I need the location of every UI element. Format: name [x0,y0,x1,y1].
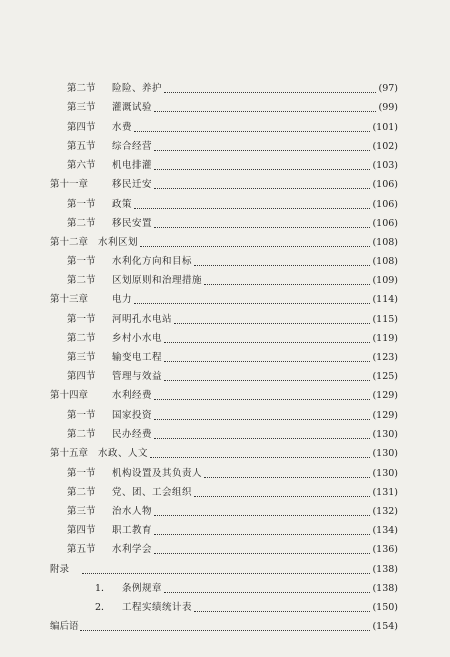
toc-leader-dots [164,359,370,362]
toc-leader-dots [134,301,370,304]
toc-leader-dots [174,321,370,324]
toc-title: 电力 [112,294,133,305]
toc-page-number: (131) [372,487,398,498]
toc-title: 国家投资 [112,410,153,421]
toc-appendix-entry [50,562,398,578]
toc-entry [50,197,398,213]
toc-chapter-entry [50,446,398,462]
toc-leader-dots [204,282,370,285]
toc-leader-dots [154,397,370,400]
toc-leader-dots [154,225,370,228]
toc-entry [50,158,398,174]
toc-chapter-entry [50,177,398,193]
toc-page-number: (97) [378,83,398,94]
toc-title: 移民安置 [112,218,153,229]
toc-page-number: (138) [372,583,398,594]
toc-page-number: (130) [372,468,398,479]
toc-chapter-label: 第十三章 [50,294,89,305]
toc-leader-dots [154,186,370,189]
toc-page-number: (119) [372,333,398,344]
toc-entry [50,273,398,289]
toc-entry [50,542,398,558]
toc-entry [50,485,398,501]
toc-section-label: 第一节 [67,468,96,479]
toc-page-number: (150) [372,602,398,613]
toc-page-number: (102) [372,141,398,152]
toc-appendix-label: 附录 [50,564,70,575]
toc-title: 乡村小水电 [112,333,163,344]
toc-leader-dots [82,571,370,574]
toc-page-number: (138) [372,564,398,575]
toc-section-label: 第一节 [67,199,96,210]
toc-page-number: (106) [372,218,398,229]
toc-entry [50,331,398,347]
toc-leader-dots [164,378,370,381]
toc-section-label: 第四节 [67,122,96,133]
toc-section-label: 第一节 [67,410,96,421]
toc-title: 党、团、工会组织 [112,487,193,498]
toc-entry [50,120,398,136]
toc-title: 水利学会 [112,544,153,555]
toc-title: 险险、养护 [112,83,163,94]
toc-title: 政策 [112,199,133,210]
toc-title: 河明孔水电站 [112,314,173,325]
toc-page-number: (123) [372,352,398,363]
toc-entry [50,254,398,270]
toc-title: 职工教育 [112,525,153,536]
toc-title: 综合经营 [112,141,153,152]
toc-leader-dots [164,340,370,343]
toc-page-number: (108) [372,256,398,267]
toc-chapter-entry [50,292,398,308]
toc-entry [50,427,398,443]
toc-section-label: 第五节 [67,544,96,555]
toc-leader-dots [154,148,370,151]
toc-leader-dots [154,532,370,535]
toc-afterword-label: 编后语 [50,621,79,632]
toc-title: 机电排灌 [112,160,153,171]
toc-chapter-label: 第十二章 [50,237,89,248]
toc-title: 治水人物 [112,506,153,517]
toc-page-number: (106) [372,179,398,190]
toc-page-number: (129) [372,410,398,421]
toc-leader-dots [134,129,370,132]
toc-title: 水政、人文 [98,448,149,459]
toc-title: 机构设置及其负责人 [112,468,203,479]
toc-entry [50,81,398,97]
toc-leader-dots [150,455,370,458]
toc-chapter-entry [50,388,398,404]
toc-section-label: 第五节 [67,141,96,152]
toc-page-number: (130) [372,448,398,459]
toc-chapter-label: 第十四章 [50,390,89,401]
toc-title: 移民迁安 [112,179,153,190]
toc-chapter-label: 第十一章 [50,179,89,190]
toc-entry [50,100,398,116]
toc-leader-dots [194,263,370,266]
toc-entry [50,581,398,597]
toc-leader-dots [194,609,370,612]
toc-leader-dots [140,244,370,247]
toc-section-label: 第二节 [67,83,96,94]
toc-afterword-entry [50,619,398,635]
toc-page-number: (125) [372,371,398,382]
toc-entry [50,504,398,520]
toc-page-number: (108) [372,237,398,248]
toc-leader-dots [154,167,370,170]
toc-entry [50,523,398,539]
toc-item-number: 1． [95,583,111,594]
toc-title: 水费 [112,122,133,133]
toc-entry [50,216,398,232]
toc-section-label: 第三节 [67,102,96,113]
toc-page-number: (106) [372,199,398,210]
toc-title: 工程实绩统计表 [122,602,193,613]
toc-page-number: (103) [372,160,398,171]
toc-page-number: (130) [372,429,398,440]
toc-leader-dots [154,109,376,112]
toc-leader-dots [154,436,370,439]
toc-leader-dots [164,590,370,593]
toc-entry [50,408,398,424]
toc-leader-dots [134,206,370,209]
toc-title: 管理与效益 [112,371,163,382]
toc-page-number: (134) [372,525,398,536]
toc-chapter-label: 第十五章 [50,448,89,459]
toc-title: 输变电工程 [112,352,163,363]
toc-entry [50,350,398,366]
toc-section-label: 第四节 [67,525,96,536]
toc-leader-dots [164,90,376,93]
toc-page-number: (115) [372,314,398,325]
toc-leader-dots [154,417,370,420]
toc-leader-dots [194,494,370,497]
toc-entry [50,312,398,328]
toc-page-number: (154) [372,621,398,632]
toc-section-label: 第三节 [67,506,96,517]
toc-entry [50,139,398,155]
toc-chapter-entry [50,235,398,251]
toc-page-number: (132) [372,506,398,517]
toc-title: 水利区划 [98,237,139,248]
toc-section-label: 第二节 [67,429,96,440]
toc-item-number: 2． [95,602,111,613]
toc-section-label: 第二节 [67,275,96,286]
toc-title: 条例规章 [122,583,163,594]
toc-section-label: 第二节 [67,333,96,344]
toc-title: 水利经费 [112,390,153,401]
toc-section-label: 第一节 [67,256,96,267]
toc-entry [50,466,398,482]
toc-section-label: 第二节 [67,218,96,229]
toc-entry [50,369,398,385]
toc-title: 水利化方向和目标 [112,256,193,267]
toc-page-number: (129) [372,390,398,401]
toc-leader-dots [80,628,370,631]
toc-title: 灌溉试验 [112,102,153,113]
toc-section-label: 第四节 [67,371,96,382]
toc-entry [50,600,398,616]
toc-section-label: 第三节 [67,352,96,363]
toc-leader-dots [154,551,370,554]
toc-page-number: (114) [372,294,398,305]
toc-page-number: (136) [372,544,398,555]
toc-section-label: 第二节 [67,487,96,498]
toc-leader-dots [204,475,370,478]
toc-page-number: (99) [378,102,398,113]
toc-leader-dots [154,513,370,516]
toc-title: 民办经费 [112,429,153,440]
toc-section-label: 第六节 [67,160,96,171]
toc-page-number: (101) [372,122,398,133]
toc-title: 区划原则和治理措施 [112,275,203,286]
toc-section-label: 第一节 [67,314,96,325]
toc-page-number: (109) [372,275,398,286]
